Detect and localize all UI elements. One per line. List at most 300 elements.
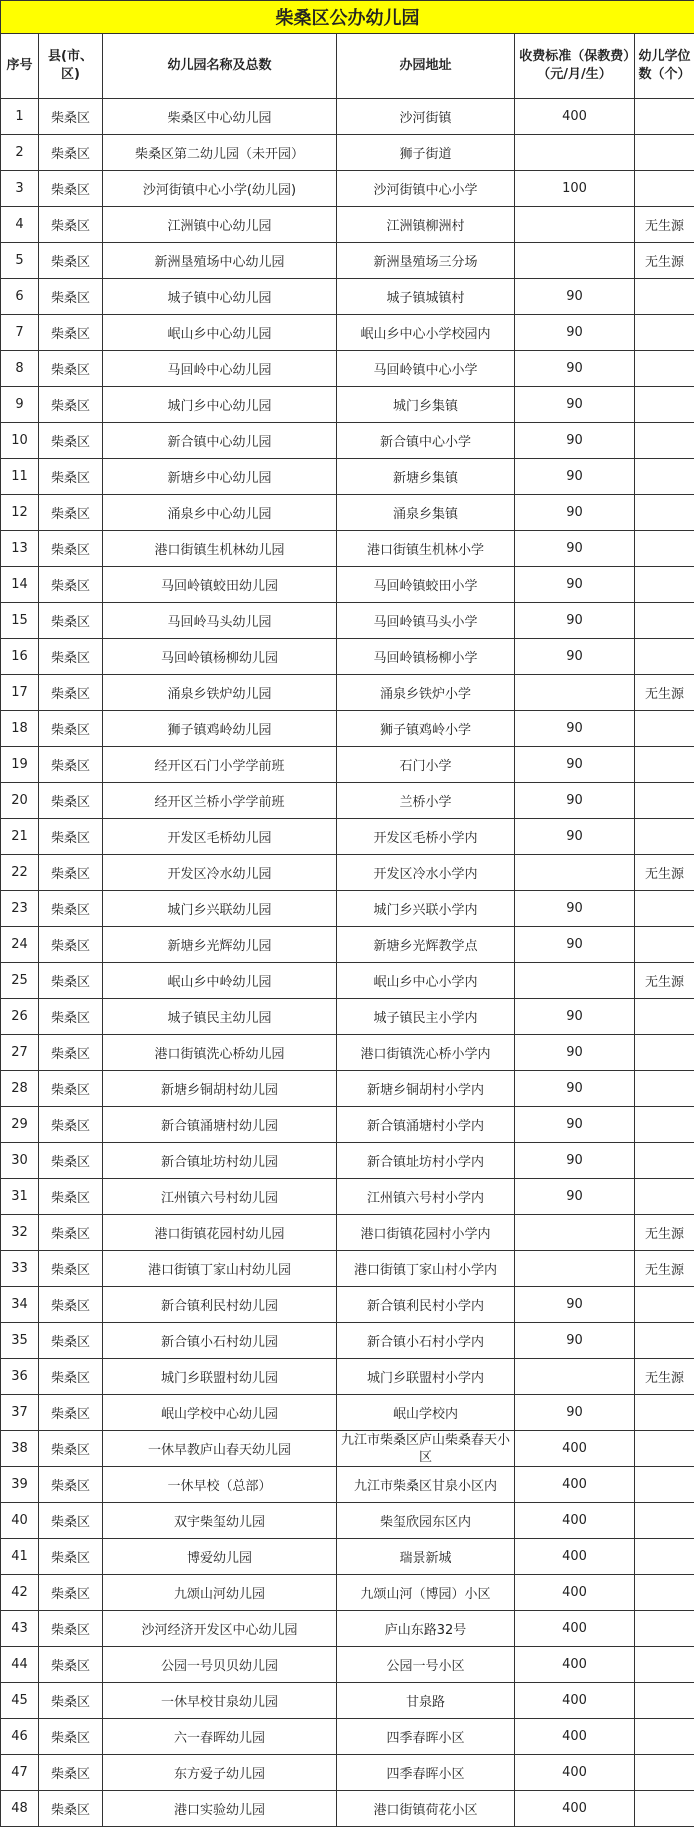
table-row (1, 1611, 694, 1647)
cell-seats (635, 1071, 694, 1107)
cell-no: 24 (1, 927, 39, 963)
cell-address: 九江市柴桑区庐山柴桑春天小区 (337, 1431, 515, 1467)
cell-address: 城子镇城镇村 (337, 279, 515, 315)
cell-county: 柴桑区 (39, 711, 103, 747)
header-address: 办园地址 (337, 34, 515, 99)
cell-name: 一休早教庐山春天幼儿园 (103, 1431, 337, 1467)
cell-name: 港口街镇生机林幼儿园 (103, 531, 337, 567)
cell-seats (635, 135, 694, 171)
table-row (1, 711, 694, 747)
cell-county: 柴桑区 (39, 1575, 103, 1611)
cell-name: 新合镇利民村幼儿园 (103, 1287, 337, 1323)
table-row (1, 603, 694, 639)
cell-seats (635, 1431, 694, 1467)
cell-fee: 90 (515, 459, 635, 495)
cell-seats (635, 1467, 694, 1503)
cell-address: 新洲垦殖场三分场 (337, 243, 515, 279)
table-row (1, 279, 694, 315)
cell-fee: 90 (515, 495, 635, 531)
cell-no: 47 (1, 1755, 39, 1791)
table-row (1, 1323, 694, 1359)
table-row (1, 639, 694, 675)
header-no: 序号 (1, 34, 39, 99)
cell-name: 城门乡中心幼儿园 (103, 387, 337, 423)
table-row (1, 1071, 694, 1107)
cell-county: 柴桑区 (39, 783, 103, 819)
cell-county: 柴桑区 (39, 1755, 103, 1791)
cell-fee: 90 (515, 639, 635, 675)
header-seats: 幼儿学位数（个） (635, 34, 694, 99)
cell-seats (635, 747, 694, 783)
cell-fee: 90 (515, 1071, 635, 1107)
cell-seats: 无生源 (635, 1215, 694, 1251)
cell-county: 柴桑区 (39, 1287, 103, 1323)
cell-no: 21 (1, 819, 39, 855)
cell-county: 柴桑区 (39, 423, 103, 459)
cell-fee: 90 (515, 1287, 635, 1323)
cell-no: 33 (1, 1251, 39, 1287)
cell-county: 柴桑区 (39, 351, 103, 387)
cell-fee: 90 (515, 711, 635, 747)
cell-county: 柴桑区 (39, 927, 103, 963)
cell-name: 一休早校（总部） (103, 1467, 337, 1503)
cell-no: 35 (1, 1323, 39, 1359)
cell-seats (635, 1791, 694, 1827)
cell-seats (635, 1503, 694, 1539)
table-row (1, 783, 694, 819)
cell-fee: 90 (515, 1035, 635, 1071)
table-row (1, 963, 694, 999)
cell-address: 新塘乡集镇 (337, 459, 515, 495)
cell-county: 柴桑区 (39, 1611, 103, 1647)
cell-fee: 400 (515, 1683, 635, 1719)
cell-name: 新塘乡光辉幼儿园 (103, 927, 337, 963)
cell-no: 34 (1, 1287, 39, 1323)
cell-address: 江州镇六号村小学内 (337, 1179, 515, 1215)
cell-address: 岷山乡中心小学内 (337, 963, 515, 999)
cell-seats (635, 315, 694, 351)
cell-seats (635, 1647, 694, 1683)
cell-county: 柴桑区 (39, 1251, 103, 1287)
cell-address: 柴玺欣园东区内 (337, 1503, 515, 1539)
cell-county: 柴桑区 (39, 819, 103, 855)
cell-fee: 90 (515, 279, 635, 315)
cell-fee: 90 (515, 351, 635, 387)
cell-name: 双宇柴玺幼儿园 (103, 1503, 337, 1539)
cell-seats (635, 639, 694, 675)
cell-county: 柴桑区 (39, 855, 103, 891)
table-row (1, 243, 694, 279)
cell-county: 柴桑区 (39, 1035, 103, 1071)
table-row (1, 459, 694, 495)
cell-seats (635, 171, 694, 207)
cell-name: 马回岭镇蛟田幼儿园 (103, 567, 337, 603)
cell-fee: 90 (515, 531, 635, 567)
cell-fee: 90 (515, 1107, 635, 1143)
cell-no: 13 (1, 531, 39, 567)
cell-address: 九江市柴桑区甘泉小区内 (337, 1467, 515, 1503)
table-row (1, 855, 694, 891)
cell-fee (515, 963, 635, 999)
cell-no: 29 (1, 1107, 39, 1143)
cell-address: 新合镇涌塘村小学内 (337, 1107, 515, 1143)
cell-name: 港口街镇丁家山村幼儿园 (103, 1251, 337, 1287)
cell-fee: 400 (515, 1467, 635, 1503)
cell-no: 31 (1, 1179, 39, 1215)
cell-no: 30 (1, 1143, 39, 1179)
cell-address: 新合镇中心小学 (337, 423, 515, 459)
cell-name: 开发区毛桥幼儿园 (103, 819, 337, 855)
cell-address: 兰桥小学 (337, 783, 515, 819)
cell-county: 柴桑区 (39, 639, 103, 675)
cell-fee: 90 (515, 747, 635, 783)
table-row (1, 819, 694, 855)
cell-fee: 90 (515, 927, 635, 963)
table-row (1, 1395, 694, 1431)
cell-fee: 90 (515, 783, 635, 819)
table-row (1, 495, 694, 531)
cell-name: 开发区冷水幼儿园 (103, 855, 337, 891)
cell-fee: 400 (515, 1503, 635, 1539)
cell-address: 涌泉乡铁炉小学 (337, 675, 515, 711)
cell-county: 柴桑区 (39, 243, 103, 279)
cell-county: 柴桑区 (39, 1215, 103, 1251)
cell-county: 柴桑区 (39, 1323, 103, 1359)
cell-no: 46 (1, 1719, 39, 1755)
cell-no: 10 (1, 423, 39, 459)
cell-no: 9 (1, 387, 39, 423)
table-row (1, 1503, 694, 1539)
cell-seats: 无生源 (635, 675, 694, 711)
cell-fee: 400 (515, 99, 635, 135)
cell-fee (515, 1359, 635, 1395)
cell-name: 涌泉乡铁炉幼儿园 (103, 675, 337, 711)
cell-name: 狮子镇鸡岭幼儿园 (103, 711, 337, 747)
cell-address: 城门乡兴联小学内 (337, 891, 515, 927)
table-row (1, 135, 694, 171)
cell-fee (515, 1215, 635, 1251)
cell-seats (635, 1287, 694, 1323)
cell-fee (515, 243, 635, 279)
cell-address: 狮子镇鸡岭小学 (337, 711, 515, 747)
cell-county: 柴桑区 (39, 531, 103, 567)
table-row (1, 1215, 694, 1251)
cell-seats (635, 711, 694, 747)
cell-name: 港口街镇花园村幼儿园 (103, 1215, 337, 1251)
cell-name: 博爱幼儿园 (103, 1539, 337, 1575)
cell-fee: 90 (515, 1323, 635, 1359)
cell-address: 沙河街镇 (337, 99, 515, 135)
cell-seats (635, 351, 694, 387)
cell-address: 港口街镇生机林小学 (337, 531, 515, 567)
cell-seats: 无生源 (635, 855, 694, 891)
cell-seats (635, 1611, 694, 1647)
table-row (1, 1107, 694, 1143)
cell-seats (635, 531, 694, 567)
cell-county: 柴桑区 (39, 1179, 103, 1215)
cell-county: 柴桑区 (39, 1683, 103, 1719)
cell-no: 3 (1, 171, 39, 207)
cell-seats (635, 495, 694, 531)
cell-no: 40 (1, 1503, 39, 1539)
cell-name: 城子镇民主幼儿园 (103, 999, 337, 1035)
cell-fee: 400 (515, 1539, 635, 1575)
cell-name: 新合镇涌塘村幼儿园 (103, 1107, 337, 1143)
table-row (1, 1143, 694, 1179)
cell-county: 柴桑区 (39, 279, 103, 315)
cell-address: 甘泉路 (337, 1683, 515, 1719)
table-row (1, 171, 694, 207)
table-row (1, 747, 694, 783)
cell-fee: 100 (515, 171, 635, 207)
cell-fee: 400 (515, 1755, 635, 1791)
cell-name: 江洲镇中心幼儿园 (103, 207, 337, 243)
cell-seats (635, 927, 694, 963)
cell-name: 新塘乡铜胡村幼儿园 (103, 1071, 337, 1107)
cell-address: 马回岭镇中心小学 (337, 351, 515, 387)
cell-county: 柴桑区 (39, 963, 103, 999)
cell-name: 马回岭马头幼儿园 (103, 603, 337, 639)
cell-address: 石门小学 (337, 747, 515, 783)
cell-no: 26 (1, 999, 39, 1035)
cell-address: 岷山学校内 (337, 1395, 515, 1431)
table-row (1, 1467, 694, 1503)
cell-county: 柴桑区 (39, 1719, 103, 1755)
cell-address: 新塘乡光辉教学点 (337, 927, 515, 963)
cell-address: 港口街镇洗心桥小学内 (337, 1035, 515, 1071)
cell-seats (635, 1755, 694, 1791)
cell-no: 32 (1, 1215, 39, 1251)
cell-county: 柴桑区 (39, 1071, 103, 1107)
cell-name: 新塘乡中心幼儿园 (103, 459, 337, 495)
cell-fee: 90 (515, 315, 635, 351)
cell-seats: 无生源 (635, 207, 694, 243)
cell-no: 38 (1, 1431, 39, 1467)
cell-address: 新合镇利民村小学内 (337, 1287, 515, 1323)
cell-address: 狮子街道 (337, 135, 515, 171)
cell-address: 涌泉乡集镇 (337, 495, 515, 531)
cell-address: 马回岭镇马头小学 (337, 603, 515, 639)
cell-no: 20 (1, 783, 39, 819)
cell-no: 11 (1, 459, 39, 495)
cell-fee: 90 (515, 1143, 635, 1179)
cell-name: 沙河街镇中心小学(幼儿园) (103, 171, 337, 207)
header-fee: 收费标准（保教费）（元/月/生） (515, 34, 635, 99)
cell-county: 柴桑区 (39, 459, 103, 495)
cell-seats: 无生源 (635, 243, 694, 279)
table-row (1, 423, 694, 459)
cell-county: 柴桑区 (39, 1431, 103, 1467)
cell-address: 岷山乡中心小学校园内 (337, 315, 515, 351)
cell-county: 柴桑区 (39, 1647, 103, 1683)
cell-fee: 400 (515, 1611, 635, 1647)
cell-address: 四季春晖小区 (337, 1719, 515, 1755)
table-row (1, 1647, 694, 1683)
cell-seats (635, 783, 694, 819)
cell-seats (635, 1143, 694, 1179)
table-row (1, 567, 694, 603)
cell-no: 42 (1, 1575, 39, 1611)
cell-seats: 无生源 (635, 1359, 694, 1395)
cell-name: 柴桑区中心幼儿园 (103, 99, 337, 135)
cell-county: 柴桑区 (39, 1467, 103, 1503)
cell-fee: 90 (515, 1395, 635, 1431)
cell-address: 港口街镇荷花小区 (337, 1791, 515, 1827)
table-row (1, 1431, 694, 1467)
cell-no: 43 (1, 1611, 39, 1647)
cell-seats (635, 279, 694, 315)
cell-no: 23 (1, 891, 39, 927)
cell-no: 27 (1, 1035, 39, 1071)
cell-county: 柴桑区 (39, 207, 103, 243)
cell-name: 经开区石门小学学前班 (103, 747, 337, 783)
cell-seats (635, 999, 694, 1035)
cell-address: 开发区冷水小学内 (337, 855, 515, 891)
cell-address: 庐山东路32号 (337, 1611, 515, 1647)
cell-seats: 无生源 (635, 963, 694, 999)
cell-name: 岷山乡中岭幼儿园 (103, 963, 337, 999)
cell-address: 新合镇小石村小学内 (337, 1323, 515, 1359)
cell-no: 12 (1, 495, 39, 531)
cell-seats (635, 819, 694, 855)
table-row (1, 1719, 694, 1755)
cell-name: 马回岭镇杨柳幼儿园 (103, 639, 337, 675)
cell-seats (635, 387, 694, 423)
table-row (1, 999, 694, 1035)
cell-county: 柴桑区 (39, 999, 103, 1035)
table-row (1, 675, 694, 711)
cell-county: 柴桑区 (39, 1395, 103, 1431)
cell-name: 新合镇址坊村幼儿园 (103, 1143, 337, 1179)
cell-address: 城子镇民主小学内 (337, 999, 515, 1035)
table-row (1, 1683, 694, 1719)
table-body (1, 99, 694, 1827)
cell-seats (635, 567, 694, 603)
cell-county: 柴桑区 (39, 135, 103, 171)
cell-name: 九颂山河幼儿园 (103, 1575, 337, 1611)
cell-seats (635, 1035, 694, 1071)
cell-fee: 400 (515, 1791, 635, 1827)
table-row (1, 387, 694, 423)
cell-name: 江州镇六号村幼儿园 (103, 1179, 337, 1215)
cell-name: 港口实验幼儿园 (103, 1791, 337, 1827)
cell-no: 39 (1, 1467, 39, 1503)
cell-county: 柴桑区 (39, 99, 103, 135)
cell-county: 柴桑区 (39, 315, 103, 351)
cell-no: 6 (1, 279, 39, 315)
cell-county: 柴桑区 (39, 1539, 103, 1575)
table-row (1, 315, 694, 351)
cell-no: 48 (1, 1791, 39, 1827)
cell-name: 涌泉乡中心幼儿园 (103, 495, 337, 531)
table-row (1, 99, 694, 135)
cell-fee: 90 (515, 891, 635, 927)
table-row (1, 1179, 694, 1215)
table-row (1, 927, 694, 963)
cell-no: 16 (1, 639, 39, 675)
cell-county: 柴桑区 (39, 603, 103, 639)
cell-name: 新洲垦殖场中心幼儿园 (103, 243, 337, 279)
table-row (1, 1287, 694, 1323)
cell-fee (515, 1251, 635, 1287)
cell-fee: 90 (515, 603, 635, 639)
cell-address: 开发区毛桥小学内 (337, 819, 515, 855)
cell-no: 18 (1, 711, 39, 747)
cell-fee: 90 (515, 423, 635, 459)
header-name: 幼儿园名称及总数 (103, 34, 337, 99)
cell-no: 36 (1, 1359, 39, 1395)
cell-name: 岷山乡中心幼儿园 (103, 315, 337, 351)
cell-no: 44 (1, 1647, 39, 1683)
cell-seats (635, 1395, 694, 1431)
cell-address: 新塘乡铜胡村小学内 (337, 1071, 515, 1107)
table-row (1, 1755, 694, 1791)
cell-no: 45 (1, 1683, 39, 1719)
cell-name: 岷山学校中心幼儿园 (103, 1395, 337, 1431)
cell-no: 22 (1, 855, 39, 891)
cell-name: 港口街镇洗心桥幼儿园 (103, 1035, 337, 1071)
cell-name: 沙河经济开发区中心幼儿园 (103, 1611, 337, 1647)
cell-address: 江洲镇柳洲村 (337, 207, 515, 243)
cell-county: 柴桑区 (39, 1359, 103, 1395)
cell-fee (515, 855, 635, 891)
cell-seats (635, 603, 694, 639)
cell-seats (635, 1323, 694, 1359)
cell-name: 东方爱子幼儿园 (103, 1755, 337, 1791)
cell-name: 新合镇中心幼儿园 (103, 423, 337, 459)
table-title: 柴桑区公办幼儿园 (1, 1, 694, 34)
cell-name: 马回岭中心幼儿园 (103, 351, 337, 387)
table-row (1, 891, 694, 927)
cell-county: 柴桑区 (39, 675, 103, 711)
cell-fee: 400 (515, 1719, 635, 1755)
cell-fee: 90 (515, 819, 635, 855)
cell-seats (635, 1683, 694, 1719)
cell-name: 城门乡联盟村幼儿园 (103, 1359, 337, 1395)
cell-address: 城门乡集镇 (337, 387, 515, 423)
cell-name: 柴桑区第二幼儿园（未开园） (103, 135, 337, 171)
cell-no: 5 (1, 243, 39, 279)
cell-no: 7 (1, 315, 39, 351)
cell-address: 九颂山河（博园）小区 (337, 1575, 515, 1611)
cell-seats (635, 1719, 694, 1755)
table-row (1, 531, 694, 567)
cell-fee (515, 135, 635, 171)
cell-county: 柴桑区 (39, 171, 103, 207)
cell-address: 港口街镇花园村小学内 (337, 1215, 515, 1251)
cell-address: 四季春晖小区 (337, 1755, 515, 1791)
cell-address: 瑞景新城 (337, 1539, 515, 1575)
cell-fee: 90 (515, 1179, 635, 1215)
cell-seats (635, 1575, 694, 1611)
cell-address: 马回岭镇杨柳小学 (337, 639, 515, 675)
cell-name: 经开区兰桥小学学前班 (103, 783, 337, 819)
cell-address: 马回岭镇蛟田小学 (337, 567, 515, 603)
cell-no: 28 (1, 1071, 39, 1107)
table-row (1, 1791, 694, 1827)
cell-name: 六一春晖幼儿园 (103, 1719, 337, 1755)
cell-fee: 90 (515, 387, 635, 423)
cell-no: 41 (1, 1539, 39, 1575)
cell-seats (635, 423, 694, 459)
cell-seats (635, 459, 694, 495)
cell-address: 公园一号小区 (337, 1647, 515, 1683)
cell-fee: 90 (515, 999, 635, 1035)
cell-seats (635, 1179, 694, 1215)
cell-county: 柴桑区 (39, 495, 103, 531)
table-row (1, 1575, 694, 1611)
cell-county: 柴桑区 (39, 1107, 103, 1143)
